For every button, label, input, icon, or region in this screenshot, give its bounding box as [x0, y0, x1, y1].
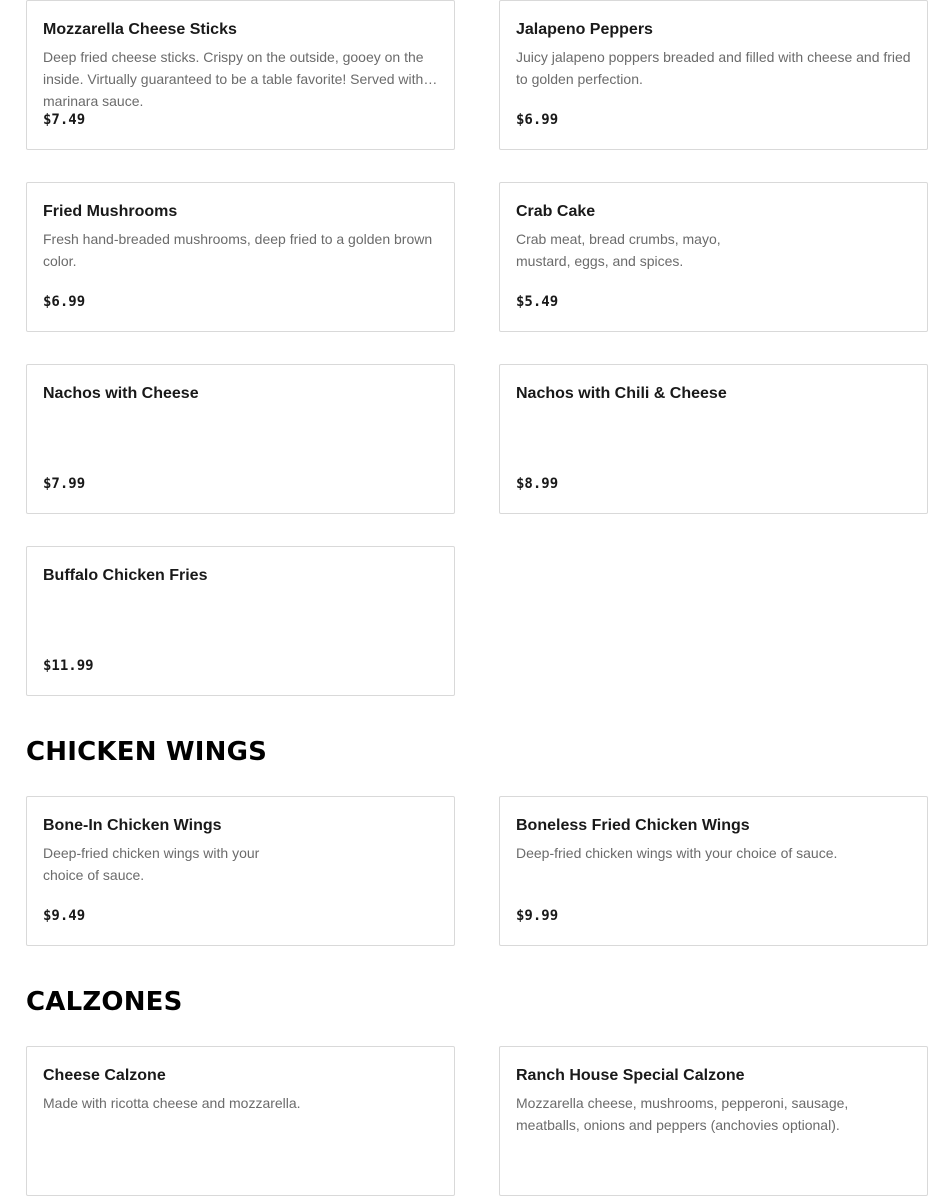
- menu-item-card[interactable]: [26, 0, 455, 150]
- menu-page: [26, 0, 928, 1196]
- item-name: Bone-In Chicken Wings: [43, 817, 222, 834]
- item-name: Nachos with Cheese: [43, 385, 199, 402]
- item-price: $9.99: [516, 908, 559, 924]
- item-name: Mozzarella Cheese Sticks: [43, 21, 237, 38]
- item-name: Ranch House Special Calzone: [516, 1067, 745, 1084]
- item-price: $7.49: [43, 112, 86, 128]
- menu-item-card[interactable]: [499, 364, 928, 514]
- item-name: Fried Mushrooms: [43, 203, 178, 220]
- item-description: Juicy jalapeno poppers breaded and filled with cheese and fried to golden perfection.: [516, 49, 911, 87]
- section-title-chicken-wings: CHICKEN WINGS: [26, 737, 268, 767]
- item-price: $7.99: [43, 476, 86, 492]
- menu-item-card[interactable]: [26, 1046, 455, 1196]
- item-description: Deep-fried chicken wings with your choice of sauce.: [516, 845, 838, 861]
- item-price: $5.49: [516, 294, 559, 310]
- calzones-grid: [26, 1046, 928, 1196]
- item-name: Nachos with Chili & Cheese: [516, 385, 727, 402]
- item-name: Buffalo Chicken Fries: [43, 567, 208, 584]
- appetizers-grid: [26, 0, 928, 696]
- menu-item-card[interactable]: [26, 182, 455, 332]
- item-price: $6.99: [516, 112, 559, 128]
- item-description: Deep-fried chicken wings with your choice of sauce.: [43, 845, 260, 883]
- item-price: $9.49: [43, 908, 86, 924]
- menu-item-card[interactable]: [499, 1046, 928, 1196]
- item-description: Fresh hand-breaded mushrooms, deep fried to a golden brown color.: [43, 231, 433, 269]
- item-price: $11.99: [43, 658, 94, 674]
- item-description: Crab meat, bread crumbs, mayo, mustard, eggs, and spices.: [516, 231, 721, 269]
- item-name: Boneless Fried Chicken Wings: [516, 817, 750, 834]
- item-description: Deep fried cheese sticks. Crispy on the outside, gooey on the inside. Virtually guaranteed to be a table favorite! Served with marinara sauce.: [43, 49, 424, 109]
- item-name: Cheese Calzone: [43, 1067, 166, 1084]
- item-name: Crab Cake: [516, 203, 596, 220]
- item-name: Jalapeno Peppers: [516, 21, 653, 38]
- item-description: Made with ricotta cheese and mozzarella.: [43, 1095, 301, 1111]
- item-price: $8.99: [516, 476, 559, 492]
- menu-item-card[interactable]: [26, 364, 455, 514]
- section-title-calzones: CALZONES: [26, 987, 183, 1017]
- menu-item-card[interactable]: [499, 0, 928, 150]
- menu-item-card[interactable]: [499, 796, 928, 946]
- menu-item-card[interactable]: [499, 182, 928, 332]
- menu-item-card[interactable]: [26, 546, 455, 696]
- item-description: Mozzarella cheese, mushrooms, pepperoni, sausage, meatballs, onions and peppers (anchovies optional).: [516, 1095, 849, 1133]
- item-price: $6.99: [43, 294, 86, 310]
- chicken-wings-grid: [26, 796, 928, 946]
- menu-item-card[interactable]: [26, 796, 455, 946]
